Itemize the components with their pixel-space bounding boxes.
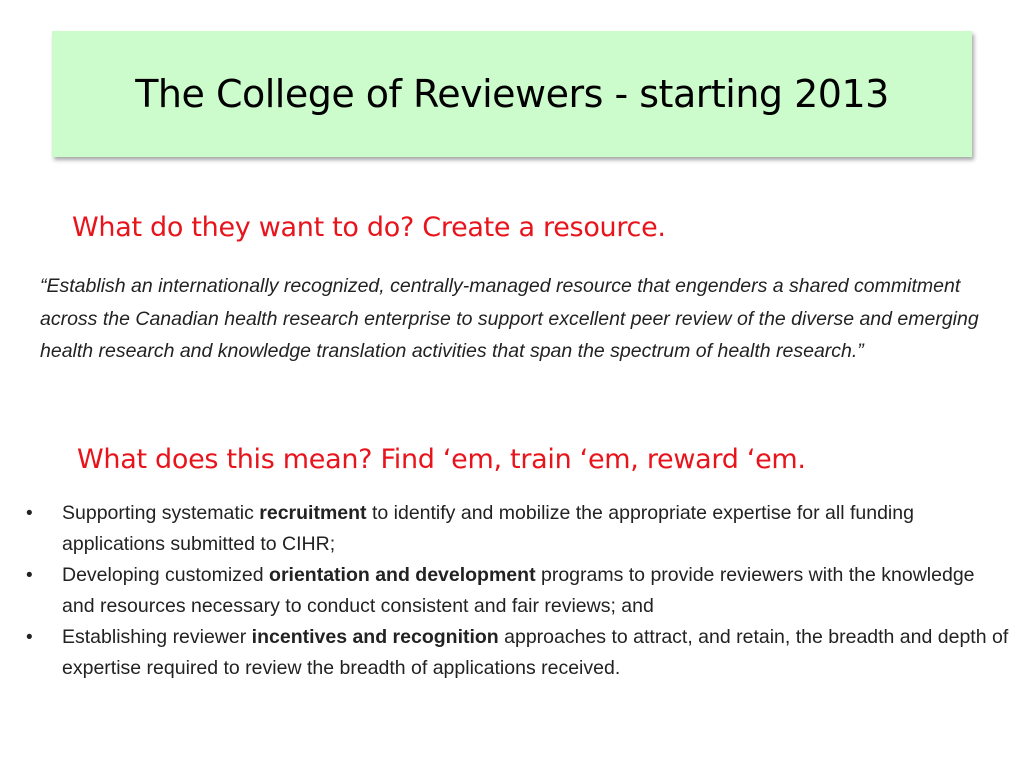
list-item: • Developing customized orientation and development programs to provide reviewers with the knowledge and resources necessary to conduct consistent and fair reviews; and: [22, 560, 1012, 622]
bullet-keyword: incentives and recognition: [251, 626, 499, 648]
list-item: • Supporting systematic recruitment to identify and mobilize the appropriate expertise for all funding applications submitted to CIHR;: [22, 498, 1012, 560]
title-box: [52, 31, 972, 157]
bullet-keyword: orientation and development: [269, 564, 536, 586]
bullet-list: [22, 498, 1012, 684]
bullet-icon: •: [26, 565, 33, 586]
bullet-icon: •: [26, 503, 33, 524]
bullet-keyword: recruitment: [259, 502, 367, 524]
bullet-icon: •: [26, 627, 33, 648]
slide-title: The College of Reviewers - starting 2013: [135, 72, 889, 116]
section1-heading: What do they want to do? Create a resource.: [72, 212, 666, 243]
list-item: • Establishing reviewer incentives and recognition approaches to attract, and retain, the breadth and depth of expertise required to review the breadth of applications received.: [22, 622, 1012, 684]
mission-quote: “Establish an internationally recognized, centrally-managed resource that engenders a shared commitment across the Canadian health research enterprise to support excellent peer review of the diverse and emerging health research and knowledge translation activities that span the spectrum of health research.”: [40, 275, 979, 362]
section2-heading: What does this mean? Find ‘em, train ‘em, reward ‘em.: [77, 444, 806, 475]
